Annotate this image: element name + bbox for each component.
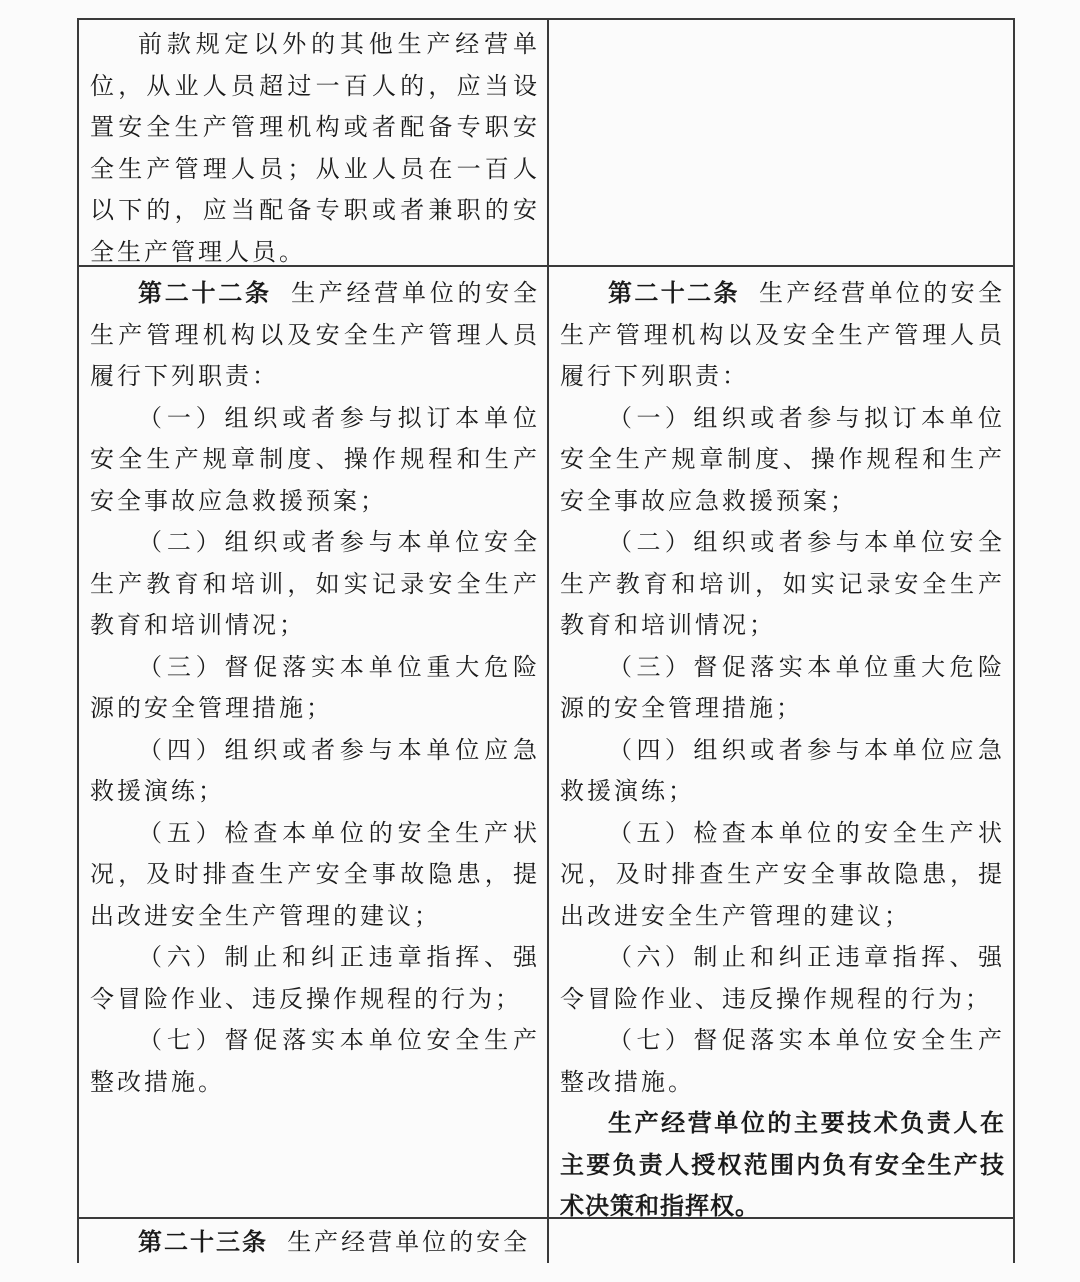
list-item: （二）组织或者参与本单位安全生产教育和培训，如实记录安全生产教育和培训情况； — [560, 528, 1005, 639]
list-item: （一）组织或者参与拟订本单位安全生产规章制度、操作规程和生产安全事故应急救援预案； — [560, 403, 1005, 515]
article-intro-paragraph — [90, 1222, 540, 1264]
article-intro-paragraph — [560, 273, 1005, 398]
list-item: （二）组织或者参与本单位安全生产教育和培训，如实记录安全生产教育和培训情况； — [90, 528, 540, 639]
article-heading: 第二十三条 — [138, 1228, 268, 1256]
table-top-border — [77, 18, 1015, 20]
paragraph: 前款规定以外的其他生产经营单位，从业人员超过一百人的，应当设置安全生产管理机构或者配备专职安全生产管理人员；从业人员在一百人以下的，应当配备专职或者兼职的安全生产管理人员。 — [90, 30, 540, 266]
article-intro-paragraph — [90, 273, 540, 398]
list-item: （四）组织或者参与本单位应急救援演练； — [90, 735, 540, 805]
list-item: （六）制止和纠正违章指挥、强令冒险作业、违反操作规程的行为； — [560, 943, 1005, 1013]
list-item: （六）制止和纠正违章指挥、强令冒险作业、违反操作规程的行为； — [90, 943, 540, 1013]
list-item: （四）组织或者参与本单位应急救援演练； — [560, 735, 1005, 805]
list-item: （三）督促落实本单位重大危险源的安全管理措施； — [560, 652, 1005, 722]
table-center-divider — [547, 18, 549, 1263]
list-item: （三）督促落实本单位重大危险源的安全管理措施； — [90, 652, 540, 722]
article23-left-cell — [90, 1222, 540, 1264]
article22-left-cell — [90, 273, 540, 1103]
list-item: （一）组织或者参与拟订本单位安全生产规章制度、操作规程和生产安全事故应急救援预案； — [90, 403, 540, 515]
article-intro: 生产经营单位的安全生产管理机构以及安全生产管理人员履行下列职责： — [560, 279, 1006, 390]
list-item: （五）检查本单位的安全生产状况，及时排查生产安全事故隐患，提出改进安全生产管理的建议； — [90, 818, 540, 930]
article-heading: 第二十二条 — [138, 279, 272, 307]
table-right-border — [1013, 18, 1015, 1263]
article22-right-cell — [560, 273, 1005, 1228]
list-item: （七）督促落实本单位安全生产整改措施。 — [560, 1026, 1005, 1096]
list-item: （七）督促落实本单位安全生产整改措施。 — [90, 1026, 540, 1096]
top-row-left-cell — [90, 24, 540, 273]
list-item: （五）检查本单位的安全生产状况，及时排查生产安全事故隐患，提出改进安全生产管理的建议； — [560, 818, 1005, 930]
article-intro: 生产经营单位的安全 — [287, 1228, 531, 1256]
added-provision: 生产经营单位的主要技术负责人在主要负责人授权范围内负有安全生产技术决策和指挥权。 — [560, 1109, 1005, 1220]
article-intro: 生产经营单位的安全生产管理机构以及安全生产管理人员履行下列职责： — [90, 279, 541, 390]
table-left-border — [77, 18, 79, 1263]
article-heading: 第二十二条 — [608, 279, 740, 307]
